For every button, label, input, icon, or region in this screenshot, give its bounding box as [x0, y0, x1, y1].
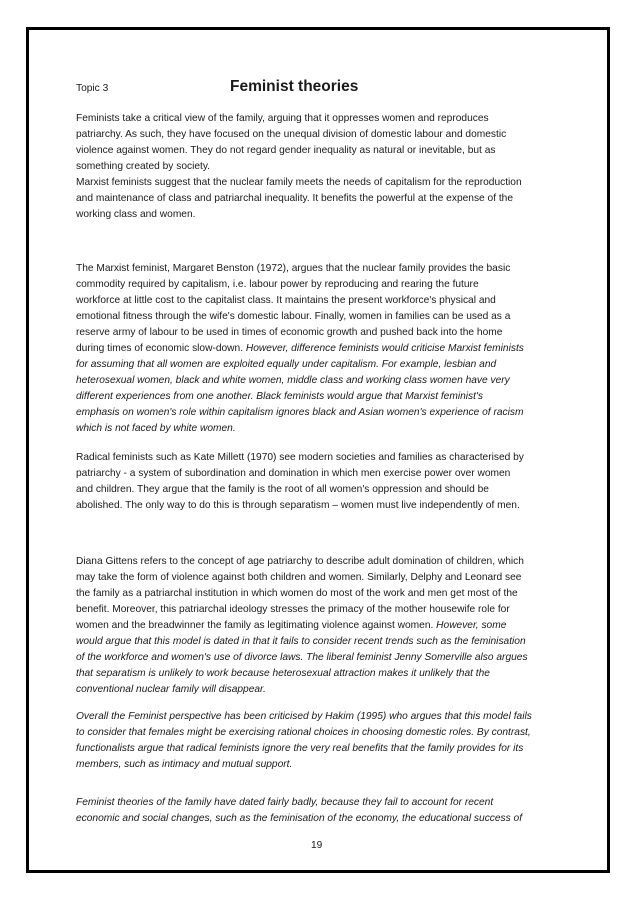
text-line: and children. They argue that the family is the root of all women's oppression and should be [76, 484, 489, 495]
text-line: patriarchy. As such, they have focused on the unequal division of domestic labour and domestic [76, 129, 507, 140]
text-line: which is not faced by white women. [76, 423, 236, 434]
text-run: during times of economic slow-down. [76, 343, 244, 354]
text-line: members, such as intimacy and mutual support. [76, 759, 293, 770]
paragraph-evaluation [76, 709, 568, 773]
text-line: Feminist theories of the family have dated fairly badly, because they fail to account for recent [76, 797, 494, 808]
paragraph-intro [76, 111, 568, 223]
text-line: would argue that this model is dated in that it fails to consider recent trends such as the feminisation [76, 636, 526, 647]
text-line: heterosexual women, black and white women, middle class and working class women have very [76, 375, 510, 386]
text-line: violence against women. They do not regard gender inequality as natural or inevitable, but as [76, 145, 496, 156]
text-line: of the workforce and women's use of divorce laws. The liberal feminist Jenny Somerville also argues [76, 652, 528, 663]
text-line: benefit. Moreover, this patriarchal ideology stresses the primacy of the mother housewife role for [76, 604, 510, 615]
text-line: Marxist feminists suggest that the nuclear family meets the needs of capitalism for the reproduction [76, 177, 522, 188]
text-line: different experiences from one another. Black feminists would argue that Marxist feminist's [76, 391, 483, 402]
text-run-italic: However, some [436, 620, 507, 631]
text-line: the family as a patriarchal institution in which women do most of the work and men get most of the [76, 588, 518, 599]
text-line: emotional fitness through the wife's domestic labour. Finally, women in families can be used as a [76, 311, 511, 322]
text-line: something created by society. [76, 161, 211, 172]
text-line: Radical feminists such as Kate Millett (1970) see modern societies and families as characterised by [76, 452, 524, 463]
text-line: working class and women. [76, 209, 196, 220]
page-title: Feminist theories [230, 78, 359, 95]
text-line: to consider that females might be exercising rational choices in choosing domestic roles. By contrast, [76, 727, 531, 738]
text-line: Diana Gittens refers to the concept of age patriarchy to describe adult domination of children, which [76, 556, 524, 567]
text-line: The Marxist feminist, Margaret Benston (1972), argues that the nuclear family provides the basic [76, 263, 511, 274]
text-line: Feminists take a critical view of the family, arguing that it oppresses women and reproduces [76, 113, 489, 124]
text-run-italic: However, difference feminists would criticise Marxist feminists [245, 343, 524, 354]
text-line: that separatism is unlikely to work because heterosexual attraction makes it unlikely that the [76, 668, 490, 679]
paragraph-age-patriarchy [76, 554, 568, 698]
text-run: women and the breadwinner the family as legitimating violence against women. [76, 620, 434, 631]
paragraph-conclusion [76, 795, 568, 827]
page-number: 19 [311, 840, 323, 851]
text-line: Overall the Feminist perspective has been criticised by Hakim (1995) who argues that this model fails [76, 711, 532, 722]
text-line: reserve army of labour to be used in times of economic growth and pushed back into the home [76, 327, 503, 338]
text-line: economic and social changes, such as the feminisation of the economy, the educational success of [76, 813, 523, 824]
text-line: functionalists argue that radical feminists ignore the very real benefits that the family provides for its [76, 743, 524, 754]
paragraph-marxist [76, 261, 568, 437]
text-line-mixed [76, 341, 568, 357]
document-body [76, 75, 568, 824]
text-line: workforce at little cost to the capitalist class. It maintains the present workforce's physical and [76, 295, 496, 306]
text-line: commodity required by capitalism, i.e. labour power by reproducing and rearing the future [76, 279, 479, 290]
text-line: for assuming that all women are exploited equally under capitalism. For example, lesbian and [76, 359, 497, 370]
text-line: abolished. The only way to do this is through separatism – women must live independently of men. [76, 500, 520, 511]
text-line-mixed [76, 618, 568, 634]
document-heading [76, 75, 568, 105]
text-line: conventional nuclear family will disappear. [76, 684, 266, 695]
text-line: and maintenance of class and patriarchal inequality. It benefits the powerful at the expense of the [76, 193, 514, 204]
paragraph-radical [76, 450, 568, 514]
topic-label: Topic 3 [76, 83, 109, 94]
text-line: emphasis on women's role within capitalism ignores black and Asian women's experience of racism [76, 407, 524, 418]
text-line: patriarchy - a system of subordination and domination in which men exercise power over women [76, 468, 511, 479]
text-line: may take the form of violence against both children and women. Similarly, Delphy and Leonard see [76, 572, 522, 583]
